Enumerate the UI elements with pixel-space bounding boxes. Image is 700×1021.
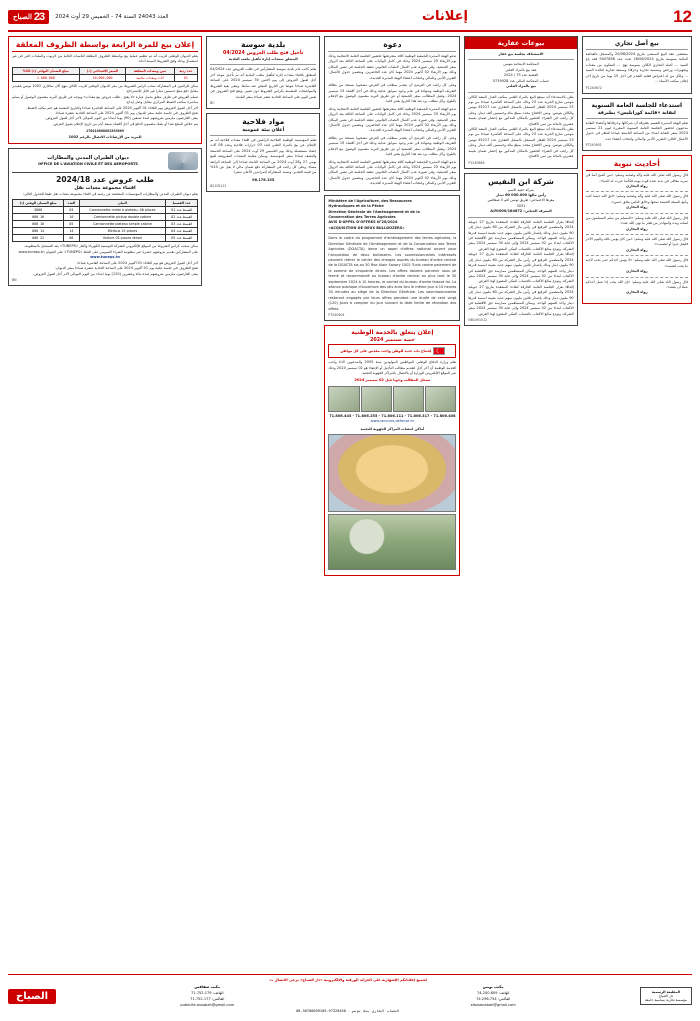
office-email[interactable]: publicite.assabah@gmail.com (180, 1002, 235, 1007)
hadith-source: رواه البخاري (625, 247, 648, 252)
ad-subtitle: تأجيل فتح طلب العروض 04/2024 (223, 51, 304, 56)
footer-left-line-2: مؤسسة تجارية سياسية جامعة (644, 998, 687, 1003)
tender-intro: يعلم ديوان الطيران المدني والمطارات المؤسسات المختصة عن رغبته في اقتناء مجموعة معدات نقل طبقا للجدول التالي: (22, 192, 199, 197)
page-number: 12 (673, 6, 692, 26)
hadith-text: قال رسول الله صلى الله عليه وسلم: «إن الله يحب إذا عمل أحدكم عملا أن يتقنه». (585, 279, 688, 289)
footer-left-title: المطبعة الرسمية (651, 990, 681, 995)
table-row (13, 207, 198, 214)
tender-table (12, 67, 198, 82)
ministry-tender (324, 195, 460, 321)
ad-body-5: تدعو الهيئة المديرة للجمعية الوطنية كافة منخرطيها لحضور الجلسة العامة الانتخابية وذلك يوم الأربعاء 25 سبتمبر 2024 وذلك في كامل الولايات على الساعة الثالثة بعد الزوال بمقر الجمعية. وفي صورة عدم اكتمال النصاب القانوني تنعقد الجلسة في نفس المكان وذلك يوم الأربعاء 02 أكتوبر 2024 مهما كان عدد الحاضرين. ويتضمن جدول الأعمال: التقرير الأدبي والمالي وانتخاب أعضاء الهيئة المديرة الجديدة. (328, 159, 457, 186)
cell-lot: القسط عدد 01 (166, 207, 198, 214)
page-footer (8, 974, 692, 1016)
column-5 (8, 36, 202, 290)
cell-lot: القسط عدد 02 (166, 214, 198, 221)
cell-desc: Camionnette pickup double cabine (79, 214, 166, 221)
footer-logo: الصباح (8, 989, 56, 1004)
ad-municipality-sousse (206, 36, 320, 109)
hadith-source: رواه البخاري (625, 184, 648, 189)
hadith-box (582, 155, 692, 304)
tender-object: «ACQUISITION DE DEUX BULLDOZERS» (328, 225, 405, 230)
cell-guarantee: 10 000 (13, 221, 64, 228)
ad-title: بلدية سوسة (241, 40, 286, 49)
ad-business-sale (582, 36, 692, 94)
list-item (586, 237, 688, 256)
tender-website[interactable]: www.tuneps.tn (90, 255, 120, 260)
notice-phones: 71.806.408 - 71.806.317 - 71.806.111 - 71.806.255 - 71.806.443 (329, 413, 456, 418)
office-title: مكتب تونس (482, 985, 504, 990)
oaca-name-fr: OFFICE DE L'AVIATION CIVILE ET DES AEROPORTS (38, 161, 138, 166)
masthead-right-group (8, 10, 258, 24)
hadith-text: قال رسول الله صلى الله عليه وسلم: «لا يؤمن أحدكم حتى يحب لأخيه ما يحب لنفسه». (585, 258, 688, 268)
tender-number: AVIS D'APPEL D'OFFRES N°26/2024 (328, 220, 398, 225)
ad-ref: NB1091012 (468, 318, 488, 323)
ad-line: المتعلق بمعدات إنارة تأهيل ملعب البلدية (228, 57, 298, 61)
hadith-source: رواه البخاري (625, 290, 648, 295)
logo-arabic: الصباح (13, 13, 32, 21)
notice-website[interactable]: www.services.defense.tn (370, 419, 415, 424)
column-2 (464, 36, 577, 330)
office-phone: الهاتف: 74.200.809 (476, 991, 510, 995)
ministry-line: Ministère de l'Agriculture, des Ressources (328, 198, 412, 203)
list-item (586, 258, 688, 277)
ad-body: تعلم المؤسسة الوطنية الفلاحية الراغبين في اقتناء معدات فلاحية أنه تم الإعلان عن بيع بالمزاد العلني لعدد 03 جرارات فلاحية وعدد 08 آلات حصاد مستعملة وذلك يوم الخميس 29 أوت 2024 على الساعة التاسعة والنصف صباحا بمقر المؤسسة. ويمكن معاينة المعدات المعروضة للبيع يومي 27 و28 أوت 2024 من الساعة الثامنة صباحا إلى الساعة الرابعة مساء. وعلى كل راغب في المشاركة دفع ضمان مالي لا يقل عن 10% من قيمة التقدير. وتسند المشاركة للمزايدين الأعلى سعرا. (210, 137, 317, 175)
photo-soldier-1 (425, 386, 456, 412)
tender-clause: يبقى العارضون ملزمين بعروضهم لمدة مائة وعشرين (120) يوما ابتداء من اليوم الموالي لآخر أجل لقبول العروض. (33, 271, 199, 276)
th-guarantee: مبلغ الضمان الوقتي (د) (13, 200, 64, 207)
th-desc: ثمن ومعدات المعلقة (126, 67, 174, 74)
cell-qty: 10 (64, 214, 79, 221)
list-item (586, 280, 688, 298)
ad-body: يعلن بالاستدعاء أنه سيقع البيع بالمزاد العلني بمكتب العدل المنفذ الكائن بتونس شارع الحرية عدد 23 وذلك على الساعة العاشرة صباحا من يوم 23 سبتمبر 2024 للعقار المسجل بالسجل العقاري عدد 45217 تونس والكائن بتونس. وثمن الافتتاح محدد بمبلغ مائة وخمسين ألف دينار. وعلى كل راغب في الشراء الحضور بالمكان المذكور مع إحضار ضمان بقيمة عشرين بالمائة من ثمن الافتتاح. (468, 94, 574, 126)
ad-ref: PT240901 (585, 143, 602, 148)
hadith-title: أحاديث نبوية (613, 159, 660, 169)
cell-qty: 03 (64, 207, 79, 214)
tender-clause: آخر أجل لقبول العروض هو يوم الثلاثاء 01 أكتوبر 2024 على الساعة العاشرة صباحا. (76, 260, 199, 265)
oaca-logo-icon (168, 152, 198, 170)
office-fax: الفاكس: 71.752.177 (190, 996, 225, 1001)
list-item (586, 194, 688, 213)
table-row (13, 235, 198, 242)
court-line: حساب المحكمة المالي عدد 5739028 (492, 78, 550, 83)
hadith-source: رواه البخاري (625, 269, 648, 274)
tender-clause: تفتح الظروف في جلسة علنية يوم 01 أكتوبر 2024 على الساعة الحادية عشرة صباحا بمقر الديوان. (54, 266, 199, 271)
court-line: عقد بيع بالمزاد العلني (505, 67, 537, 72)
ad-invitation (324, 36, 460, 191)
aviation-table (12, 199, 198, 242)
ad-title: بيوعات عقارية (465, 37, 576, 49)
cell-guarantee: 22 000 (13, 235, 64, 242)
tender-subtitle: اقتناء مجموعة معدات نقل (74, 186, 136, 192)
notice-deadline: تسجل المطالب وجوبا قبل 02 سبتمبر 2024 (354, 378, 431, 383)
cell-price: 10,000,000 (79, 74, 126, 81)
cell-desc: Camionnette mixte à plateau, 06 places (79, 207, 166, 214)
ad-company-notice (464, 173, 577, 327)
company-tax-id: المعرف الجبائي: 184672/A/M/000 (490, 209, 552, 214)
tender-intro: يعلم الديوان الوطني للزيت أنه تم تنظيم عملية بيع بواسطة الظروف المغلقة للكميات التالية من الزيوت والمعدات التي في غير استعمال وذلك وفق الشروط المبينة أدناه. (12, 54, 199, 64)
ad-property-sales (464, 36, 577, 169)
list-item (586, 173, 688, 192)
ad-title: استدعاء للجلسة العامة السنوية (591, 101, 683, 109)
map-caption: أماكن انتصاب المراكز الجهوية للتجنيد (360, 426, 425, 431)
court-line: المحكمة الابتدائية بتونس (503, 62, 539, 67)
tender-clause: على المشاركين تقديم عروضهم حصريا عبر منظومة الشراء العمومي على الخط «TUNEPS» على العنوان www.tuneps.tn (18, 249, 199, 254)
th-guarantee: مبلغ الضمان النهائي (د) 10% (13, 67, 80, 74)
ad-title: مواد فلاحية (242, 116, 285, 126)
table-row (13, 221, 198, 228)
th-price: السعر الافتتاحي (د) (79, 67, 126, 74)
office-fax: الفاكس: 74.296.754 (476, 996, 511, 1001)
footer-center (62, 978, 634, 1016)
tunisia-flag-icon (433, 347, 445, 355)
th-lot: عدد رتبة (174, 67, 197, 74)
company-name: شركة ابن النفيس (488, 176, 554, 186)
ad-ref: P1240666 (468, 160, 485, 165)
hadith-source: رواه البخاري (625, 226, 648, 231)
company-address-2: 3031 (516, 203, 526, 208)
cell-desc: أثاث ومعدات مكتبية (126, 74, 174, 81)
notice-subtitle: حصة سبتمبر 2024 (370, 338, 415, 344)
cell-lot: 01 (174, 74, 197, 81)
notice-title: إعلان يتعلق بالخدمة الوطنية (351, 329, 434, 337)
banner-text: إفتتاح باب جديد للوطن واجب مقدس على كل مواطن (340, 349, 432, 354)
tender-clause: يمكن سحب كراس الشروط من الموقع الإلكتروني للشركة التونسية للكهرباء والغاز «TUNEPS» بعد التسجيل بالمنظومة. (24, 244, 199, 249)
contact-note: للمزيد من الإرشادات الاتصال بالرقم 1002 (68, 134, 142, 139)
soldier-photos (328, 386, 456, 412)
footer-office-sfax (180, 985, 234, 1008)
th-qty: العدد (64, 200, 79, 207)
cell-qty: 05 (64, 221, 79, 228)
th-lot: عدد القسط (166, 200, 198, 207)
logo-latin: 23 (33, 10, 45, 23)
ad-ref: PT240904 (328, 313, 345, 318)
table-row (13, 74, 198, 81)
hadith-source: رواه البخاري (625, 205, 648, 210)
ad-subtitle: لنقابة «قائمة كورابليس» بطبرقة (597, 110, 676, 116)
footer-office-tunis (471, 985, 516, 1008)
oaca-header (12, 152, 198, 173)
ad-title: بيع أصل تجاري (614, 40, 659, 47)
ad-ref: B2105112 (210, 184, 227, 189)
tunisia-map-image (328, 434, 456, 512)
masthead (8, 6, 692, 32)
cell-desc: Minibus 15 places (79, 228, 166, 235)
company-capital: رأس مالها 000.000 60 دينار (495, 193, 547, 198)
ad-subtitle: الاستئناف بجلسة بيع عقار (498, 52, 544, 56)
tender-title: إعلان بيع للمرة الرابعة بواسطة الظروف المغلقة (15, 40, 195, 49)
condition-item: تفتح الظروف في جلسة علنية بمقر الديوان يوم 01 أكتوبر 2024 على الساعة الحادية عشرة صباحا. (54, 110, 199, 115)
cell-guarantee: 16 000 (13, 214, 64, 221)
condition-item: آخر أجل لقبول العروض يوم الثلاثاء 01 أكتوبر 2024 على الساعة العاشرة صباحا والتاريخ المعتمد هو ختم مكتب الضبط. (26, 105, 199, 110)
condition-item: يمكن للراغبين في المشاركة سحب كراس الشروط من مقر الديوان الوطني للزيت الكائن بنهج ألان سافاري 1002 تونس بلفيدير مقابل دفع مبلغ خمسين دينارا غير قابل للاسترجاع. (12, 83, 199, 94)
table-header-row (13, 67, 198, 74)
hadith-text: قال رسول الله صلى الله عليه وآله وصحبه وسلم: «من أصبح آمنا في سربه معافى في بدنه عنده قوت يومه فكأنما حيزت له الدنيا». (585, 173, 688, 183)
ad-ref: BN (12, 278, 17, 283)
oil-office-tender (8, 36, 202, 144)
hadith-text: قال رسول الله صلى الله عليه وآله وصحبه وسلم: «اتق الله حيثما كنت وأتبع السيئة الحسنة تمحها وخالق الناس بخلق حسن». (585, 194, 688, 204)
court-line: بيع بالمزاد العلني (506, 84, 536, 89)
cell-lot: القسط عدد 05 (166, 235, 198, 242)
ad-body: بمقتضى عقد البيع الممضى بتاريخ 20/08/2024 والمسجل بالقباضة المالية بسوسة بتاريخ 26/08/2024 تحت عدد 9007856 فقد باع السيد … أصله التجاري الكائن بسوسة نهج … المتكون من معدات وتجهيزات ورخص وتسمية تجارية وحرفاء وسمعة تجارية لفائدة السيد … ولكل من له اعتراض فعليه التقدم في أجل 15 يوما من تاريخ آخر إعلان بمكتب الأستاذ … (585, 52, 689, 84)
company-address: مقرها الاجتماعي: طريق تونس كلم 4 صفاقس (487, 198, 555, 203)
ad-body-extra: يعلن بالاستدعاء أنه سيقع البيع بالمزاد العلني بمكتب العدل المنفذ الكائن بتونس شارع الحرية عدد 23 وذلك على الساعة العاشرة صباحا من يوم 23 سبتمبر 2024 للعقار المسجل بالسجل العقاري عدد 45217 تونس والكائن بتونس. وثمن الافتتاح محدد بمبلغ مائة وخمسين ألف دينار. وعلى كل راغب في الشراء الحضور بالمكان المذكور مع إحضار ضمان بقيمة عشرين بالمائة من ثمن الافتتاح. (468, 127, 574, 159)
condition-item: يبقى العارضون ملزمين بعروضهم لمدة تسعين (90) يوما ابتداء من اليوم الموالي لآخر أجل لقبول العروض. (45, 116, 199, 121)
footer-left-line: دار الصباح (658, 994, 674, 999)
column-3 (324, 36, 460, 580)
ad-agricultural-materials (206, 113, 320, 192)
ad-body: تدعو الهيئة المديرة للجمعية الوطنية كافة منخرطيها لحضور الجلسة العامة الانتخابية وذلك يوم الأربعاء 25 سبتمبر 2024 وذلك في كامل الولايات على الساعة الثالثة بعد الزوال بمقر الجمعية. وفي صورة عدم اكتمال النصاب القانوني تنعقد الجلسة في نفس المكان وذلك يوم الأربعاء 02 أكتوبر 2024 مهما كان عدد الحاضرين. ويتضمن جدول الأعمال: التقرير الأدبي والمالي وانتخاب أعضاء الهيئة المديرة الجديدة. (328, 54, 457, 80)
issue-line: العدد 24043 السنة 74 - الخميس 29 أوت 2024 (55, 13, 169, 20)
photo-soldier-3 (361, 386, 392, 412)
bank-account-number: 170010000002893669 (86, 129, 125, 134)
footer-account: الحساب الجاري بنك تونس - 08.50700059109.97328450 (296, 1009, 400, 1014)
cell-guarantee: 1.000.000 (13, 74, 80, 81)
ministry-line: Direction Générale de l'Aménagement et de la (328, 209, 420, 214)
ad-body: تعلم الهيئة المديرة للقسم بطبرقة أن شركائها وحرفاءها وأعضاء النقابة مدعوون لحضور الجلسة العامة السنوية المقررة ليوم 21 سبتمبر 2024 بمقر النقابة ابتداء من الساعة التاسعة صباحا للنظر في جدول الأعمال التالي: التقرير الأدبي والمالي وانتخاب أعضاء جدد. (585, 120, 689, 141)
th-desc: البيان (79, 200, 166, 207)
ad-ref: P1240672 (585, 85, 602, 90)
notice-banner (328, 344, 456, 358)
ad-body: يعلم كاتب عام بلدية سوسة المشاركين في طلب العروض عدد 04/2024 المتعلق باقتناء معدات إنارة لتأهيل ملعب البلدية أنه تم تأجيل موعد آخر أجل لقبول العروض إلى يوم الاثنين 30 سبتمبر 2024 على الساعة العاشرة صباحا عوضا عن التاريخ المعلن عنه سابقا. وتبقى بقية الشروط والمواصفات المضمنة بكراس الشروط دون تغيير. ويقع فتح الضروف في نفس اليوم على الساعة الحادية عشر صباحا بمقر البلدية. (210, 67, 317, 99)
ad-body-2: وعلى كل راغب في الترشح أن يتقدم بمطلب في الغرض مصحوبا بنسخة من بطاقة التعريف الوطنية وشهادة في عدم وجود سوابق عدلية وذلك في أجل أقصاه 15 سبتمبر 2024. وتقبل المطالب بمقر الجمعية أو عن طريق البريد مضمون الوصول مع الإعلام بالبلوغ. وكل مطلب يرد بعد هذا التاريخ يعتبر لاغيا. (328, 83, 457, 104)
military-photo (328, 514, 456, 570)
aviation-office-tender (8, 148, 202, 286)
cell-qty: 14 (64, 228, 79, 235)
ad-body-3: تدعو الهيئة المديرة للجمعية الوطنية كافة منخرطيها لحضور الجلسة العامة الانتخابية وذلك يوم الأربعاء 25 سبتمبر 2024 وذلك في كامل الولايات على الساعة الثالثة بعد الزوال بمقر الجمعية. وفي صورة عدم اكتمال النصاب القانوني تنعقد الجلسة في نفس المكان وذلك يوم الأربعاء 02 أكتوبر 2024 مهما كان عدد الحاضرين. ويتضمن جدول الأعمال: التقرير الأدبي والمالي وانتخاب أعضاء الهيئة المديرة الجديدة. (328, 106, 457, 133)
column-4 (206, 36, 320, 196)
hadith-text: قال رسول الله صلى الله عليه وسلم: «من كان يؤمن بالله واليوم الآخر فليقل خيرا أو ليصمت». (585, 237, 688, 247)
list-item (586, 216, 688, 235)
section-title: إعلانات (421, 9, 469, 24)
hadith-text: قال رسول الله صلى الله عليه وسلم: «المسلم من سلم المسلمون من لسانه ويده والمهاجر من هجر ما نهى الله عنه». (585, 215, 688, 226)
ad-ref: BC (210, 100, 215, 105)
column-1 (582, 36, 692, 308)
table-row (13, 228, 198, 235)
office-title: مكتب صفاقس (194, 985, 221, 990)
cell-lot: القسط عدد 04 (166, 228, 198, 235)
cell-lot: القسط عدد 03 (166, 221, 198, 228)
cell-qty: 06 (64, 235, 79, 242)
ministry-line: Hydrauliques et de la Pêche (328, 204, 384, 209)
ad-body: إلحاقا بقرار الجلسة العامة الخارقة للعادة المنعقدة بتاريخ 27 جويلية 2024 والمتضمن الترفيع في رأس مال الشركة من 60 مليون دينار إلى 90 مليون دينار وذلك بإصدار ثلاثين مليون سهم جديد بقيمة اسمية قدرها دينار واحد للسهم الواحد. ويمكن للمساهمين ممارسة حق الأفضلية في الاكتتاب ابتداء من 02 سبتمبر 2024 وإلى غاية 30 سبتمبر 2024 بمقر الشركة. وتودع مبالغ الاكتتاب بالحساب البنكي المفتوح لهذا الغرض. (468, 219, 574, 251)
oaca-name-ar: ديوان الطيران المدني والمطارات (47, 155, 129, 162)
condition-item: يتم خلاص المبلغ نقدا أو بصك مضمون الدفع في أجل أقصاه سبعة أيام من تاريخ الإعلام بقبول العرض. (52, 121, 199, 126)
table-header-row (13, 200, 198, 207)
cell-desc: Camionnette plateau simple cabine (79, 221, 166, 228)
ad-body-cont2: إلحاقا بقرار الجلسة العامة الخارقة للعادة المنعقدة بتاريخ 27 جويلية 2024 والمتضمن الترفيع في رأس مال الشركة من 60 مليون دينار إلى 90 مليون دينار وذلك بإصدار ثلاثين مليون سهم جديد بقيمة اسمية قدرها دينار واحد للسهم الواحد. ويمكن للمساهمين ممارسة حق الأفضلية في الاكتتاب ابتداء من 02 سبتمبر 2024 وإلى غاية 30 سبتمبر 2024 بمقر الشركة. وتودع مبالغ الاكتتاب بالحساب البنكي المفتوح لهذا الغرض. (468, 284, 574, 316)
footer-note-title: لجميع إعلاناتكم الإشهارية على الجرائد الورقية والإلكترونية «دار الصباح» يرجى الاتصال بـ: (269, 977, 427, 982)
table-row (13, 214, 198, 221)
notice-body: تعلم وزارة الدفاع الوطني المواطنين المولودين سنة 2005 والمدعوين لأداء واجب الخدمة الوطنية أن آخر أجل لتقديم مطالب التأجيل أو الإعفاء هو 02 سبتمبر 2024 وذلك عبر الموقع الإلكتروني للوزارة أو بالاتصال بالمراكز الجهوية للتجنيد. (328, 360, 457, 375)
tender-body: Dans le cadre du programme d'aménagement des terres agricoles, la Direction Générale de l'Aménagement et de la Conservation des Terres Agricoles (DGACTA) lance un appel d'offres national ouvert pour l'acquisition de deux bulldozers. Les soumissionnaires intéressés peuvent retirer le cahier des charges auprès du bureau d'ordre central de la DGACTA sis au 30 Rue Alain Savary 1002 Tunis contre paiement de la somme de cinquante dinars. Les offres doivent parvenir sous pli fermé et recommandé au bureau d'ordre central au plus tard le 30 septembre 2024 à 10 heures, le cachet du bureau d'ordre faisant foi. La séance publique d'ouverture des plis aura lieu le même jour à 10 heures 30 minutes au siège de la Direction Générale. Les soumissionnaires resteront engagés par leurs offres pendant une durée de cent vingt (120) jours à compter du jour suivant la date limite de réception des offres. (328, 236, 457, 311)
photo-soldier-4 (328, 386, 359, 412)
condition-item: تسلم العروض في ظرف مغلق يحمل عبارة «لا يفتح - طلب عروض بيع معدات» ويوجه عن طريق البريد مضمون الوصول أو يسلم مباشرة بمكتب الضبط المركزي مقابل وصل إيداع. (12, 94, 199, 105)
cell-desc: Voiture 05 places diesel (79, 235, 166, 242)
cell-guarantee: 3000 (13, 207, 64, 214)
ad-subtitle: أعلان بيئة عمومية (242, 127, 285, 133)
national-service-notice (324, 325, 460, 576)
company-type: شركة خفية الاسم (508, 187, 534, 192)
ad-title: دعوة (383, 40, 402, 49)
ad-phone: 98.178.155 (252, 177, 275, 182)
office-email[interactable]: sfaxsanabah@gmail.com (470, 1002, 516, 1007)
newspaper-logo (8, 10, 49, 24)
ad-body-4: وعلى كل راغب في الترشح أن يتقدم بمطلب في الغرض مصحوبا بنسخة من بطاقة التعريف الوطنية وشهادة في عدم وجود سوابق عدلية وذلك في أجل أقصاه 15 سبتمبر 2024. وتقبل المطالب بمقر الجمعية أو عن طريق البريد مضمون الوصول مع الإعلام بالبلوغ. وكل مطلب يرد بعد هذا التاريخ يعتبر لاغيا. (328, 135, 457, 157)
ad-body-cont: إلحاقا بقرار الجلسة العامة الخارقة للعادة المنعقدة بتاريخ 27 جويلية 2024 والمتضمن الترفيع في رأس مال الشركة من 60 مليون دينار إلى 90 مليون دينار وذلك بإصدار ثلاثين مليون سهم جديد بقيمة اسمية قدرها دينار واحد للسهم الواحد. ويمكن للمساهمين ممارسة حق الأفضلية في الاكتتاب ابتداء من 02 سبتمبر 2024 وإلى غاية 30 سبتمبر 2024 بمقر الشركة. وتودع مبالغ الاكتتاب بالحساب البنكي المفتوح لهذا الغرض. (468, 252, 574, 284)
columns-container (8, 36, 692, 580)
ad-general-assembly (582, 98, 692, 152)
footer-left-box (640, 987, 692, 1005)
cell-guarantee: 14 000 (13, 228, 64, 235)
photo-soldier-2 (393, 386, 424, 412)
ministry-line: Conservation des Terres Agricoles (328, 214, 396, 219)
office-phone: الهاتف: 71.752.179 (191, 991, 224, 995)
court-line: القضية عدد 73 / 2024 (503, 73, 539, 78)
tender-title: طلب عروض عدد 2024/18 (56, 175, 154, 185)
